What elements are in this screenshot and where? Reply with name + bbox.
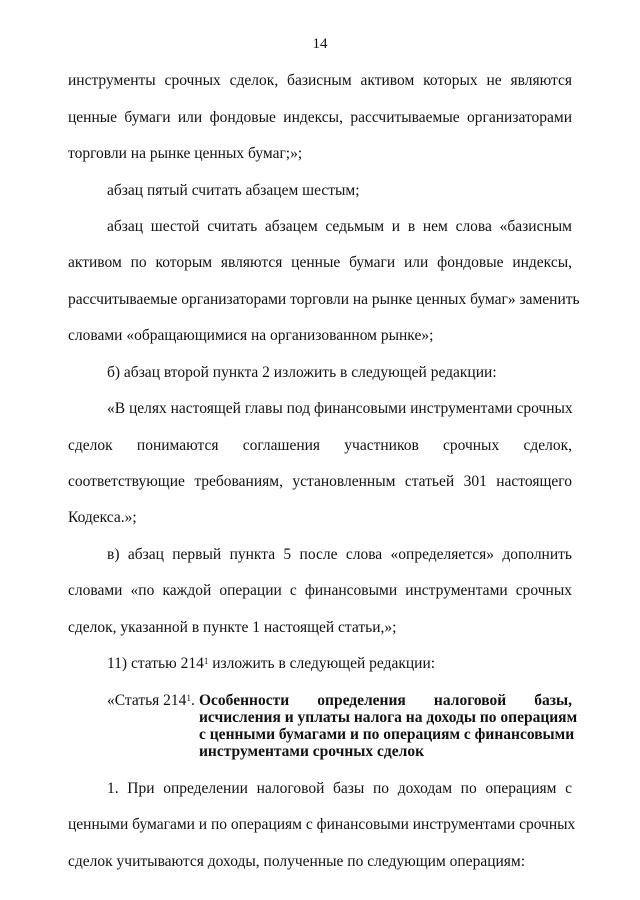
text-line: торговли на рынке ценных бумаг;»;: [68, 145, 303, 162]
text-line: Кодекса.»;: [68, 509, 137, 526]
text-line: б) абзац второй пункта 2 изложить в следующей редакции:: [107, 364, 497, 381]
superscript: 1: [186, 693, 191, 703]
text-line: инструменты срочных сделок, базисным активом которых не являются: [68, 72, 572, 89]
page-number: 14: [312, 36, 328, 52]
text-line: «В целях настоящей главы под финансовыми инструментами срочных: [107, 400, 573, 417]
text-line: ценными бумагами и по операциям с финансовыми инструментами срочных: [68, 816, 576, 833]
text-span: изложить в следующей редакции:: [208, 655, 436, 672]
text-line: в) абзац первый пункта 5 после слова «определяется» дополнить: [107, 546, 572, 563]
superscript: 1: [203, 656, 209, 666]
text-line: соответствующие требованиям, установленным статьей 301 настоящего: [68, 473, 572, 490]
text-line: сделок понимаются соглашения участников срочных сделок,: [68, 437, 572, 454]
text-line: сделок, указанной в пункте 1 настоящей статьи,»;: [68, 619, 397, 636]
text-line: 1. При определении налоговой базы по доходам по операциям с: [107, 780, 572, 797]
text-line: [107, 655, 435, 673]
text-line: рассчитываемые организаторами торговли на рынке ценных бумаг» заменить: [68, 291, 580, 308]
text-span: 11) статью 214: [107, 655, 204, 672]
article-heading-line: Особенности определения налоговой базы,: [199, 692, 572, 709]
article-heading-line: инструментами срочных сделок: [199, 743, 425, 760]
article-heading-line: с ценными бумагами и по операциям с финансовыми: [199, 726, 575, 743]
text-line: абзац пятый считать абзацем шестым;: [107, 182, 360, 199]
text-span: «Статья 214: [107, 692, 187, 709]
text-line: словами «по каждой операции с финансовыми инструментами срочных: [68, 582, 572, 599]
text-line: активом по которым являются ценные бумаги или фондовые индексы,: [68, 254, 572, 271]
text-line: абзац шестой считать абзацем седьмым и в нем слова «базисным: [107, 218, 572, 235]
article-label: [107, 692, 195, 710]
article-heading-line: исчисления и уплаты налога на доходы по операциям: [199, 709, 578, 726]
text-span: .: [190, 692, 195, 709]
text-line: словами «обращающимися на организованном рынке»;: [68, 327, 434, 344]
text-line: ценные бумаги или фондовые индексы, рассчитываемые организаторами: [68, 109, 572, 126]
text-line: сделок учитываются доходы, полученные по следующим операциям:: [68, 853, 526, 870]
